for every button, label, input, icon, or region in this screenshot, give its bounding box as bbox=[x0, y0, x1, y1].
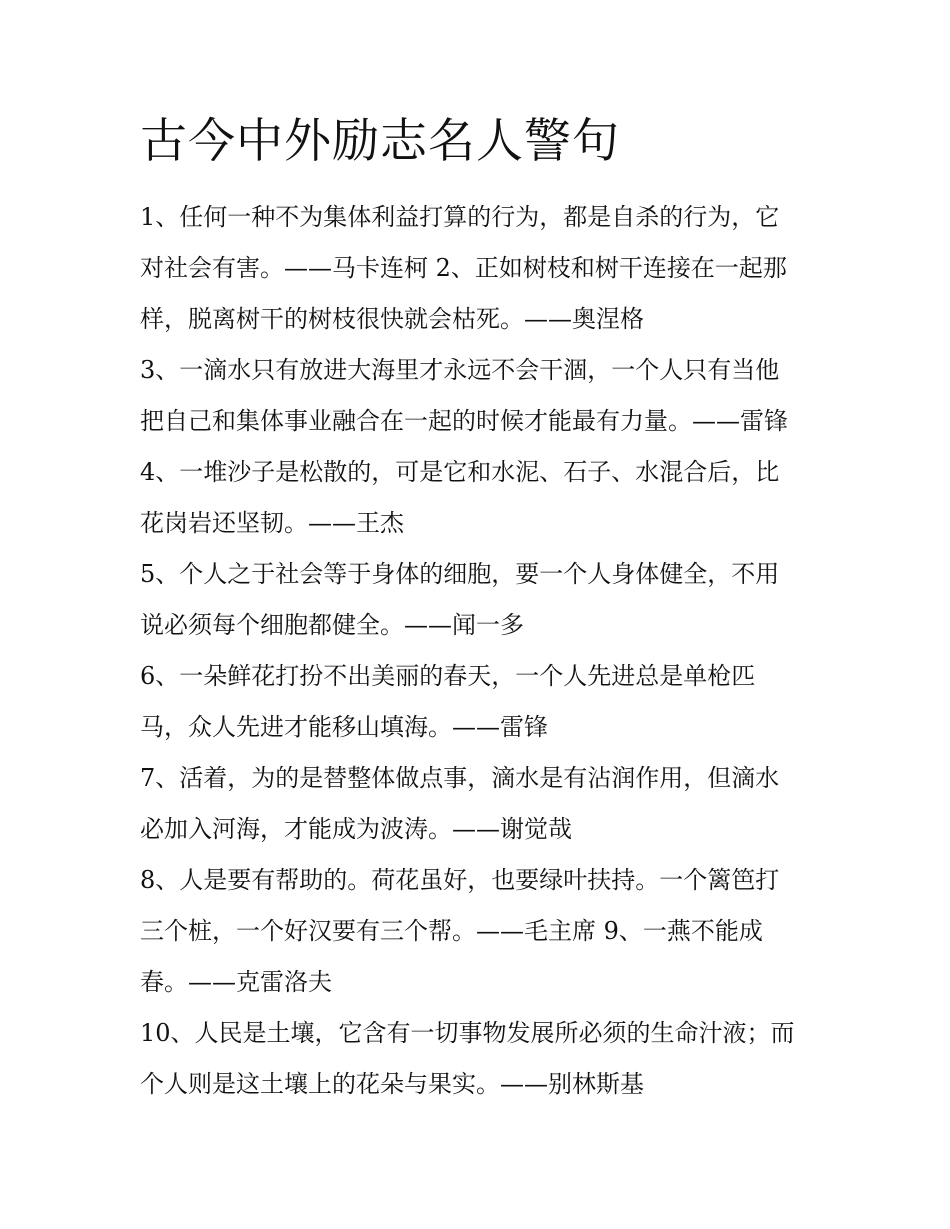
text-line: 说必须每个细胞都健全。——闻一多 bbox=[140, 611, 524, 639]
text-line: 对社会有害。——马卡连柯 2、正如树枝和树干连接在一起那 bbox=[140, 254, 787, 282]
text-line: 7、活着，为的是替整体做点事，滴水是有沾润作用，但滴水 bbox=[140, 764, 780, 792]
text-line: 三个桩，一个好汉要有三个帮。——毛主席 9、一燕不能成 bbox=[140, 917, 763, 945]
text-line: 春。——克雷洛夫 bbox=[140, 968, 332, 996]
document-page bbox=[140, 112, 820, 1110]
text-line: 8、人是要有帮助的。荷花虽好，也要绿叶扶持。一个篱笆打 bbox=[140, 866, 780, 894]
text-line: 6、一朵鲜花打扮不出美丽的春天，一个人先进总是单枪匹 bbox=[140, 662, 756, 690]
text-line: 5、个人之于社会等于身体的细胞，要一个人身体健全，不用 bbox=[140, 560, 780, 588]
text-line: 把自己和集体事业融合在一起的时候才能最有力量。——雷锋 bbox=[140, 407, 788, 435]
text-line: 3、一滴水只有放进大海里才永远不会干涸，一个人只有当他 bbox=[140, 356, 780, 384]
text-line: 4、一堆沙子是松散的，可是它和水泥、石子、水混合后，比 bbox=[140, 458, 780, 486]
text-line: 花岗岩还坚韧。——王杰 bbox=[140, 509, 404, 537]
text-line: 10、人民是土壤，它含有一切事物发展所必须的生命汁液；而 bbox=[140, 1019, 795, 1047]
quote-list bbox=[140, 192, 820, 1110]
text-line: 个人则是这土壤上的花朵与果实。——别林斯基 bbox=[140, 1070, 644, 1098]
text-line: 1、任何一种不为集体利益打算的行为，都是自杀的行为，它 bbox=[140, 203, 780, 231]
document-title: 古今中外励志名人警句 bbox=[140, 114, 620, 169]
text-line: 马，众人先进才能移山填海。——雷锋 bbox=[140, 713, 548, 741]
text-line: 必加入河海，才能成为波涛。——谢觉哉 bbox=[140, 815, 572, 843]
text-line: 样，脱离树干的树枝很快就会枯死。——奥涅格 bbox=[140, 305, 644, 333]
